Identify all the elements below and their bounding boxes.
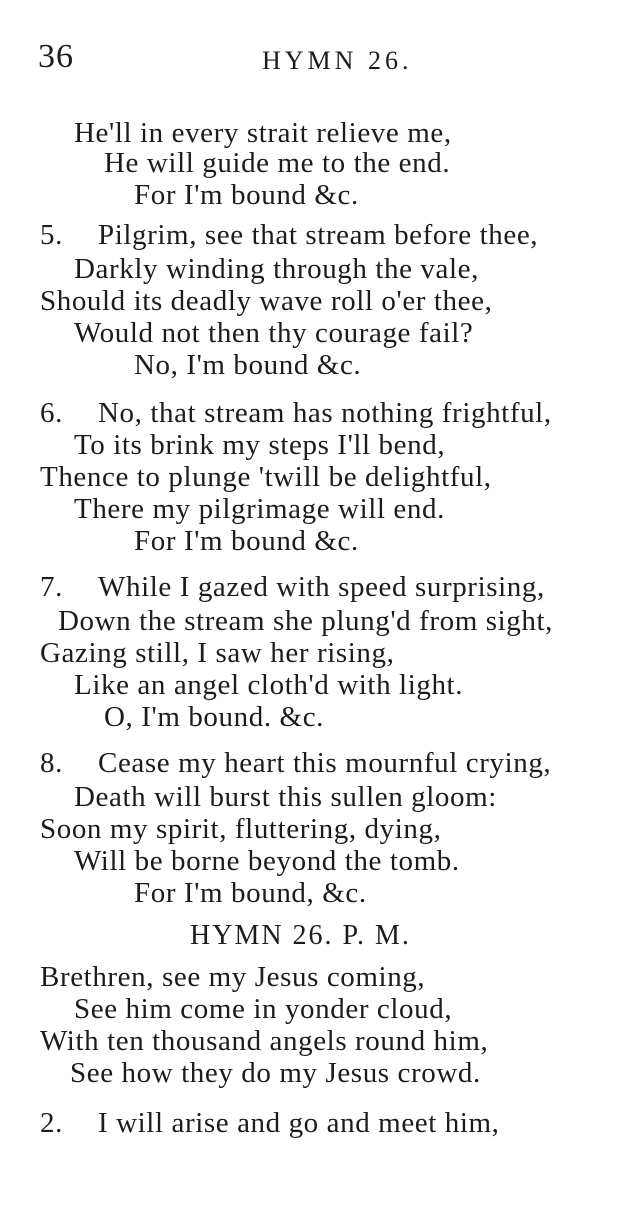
refrain-line: For I'm bound, &c. (134, 877, 367, 909)
verse-line: Should its deadly wave roll o'er thee, (40, 285, 493, 317)
verse-text: Cease my heart this mournful crying, (98, 747, 552, 779)
verse-line: To its brink my steps I'll bend, (74, 429, 446, 461)
verse-line: Darkly winding through the vale, (74, 253, 479, 285)
stanza-8-line-1 (40, 746, 551, 780)
verse-line: Soon my spirit, fluttering, dying, (40, 813, 442, 845)
hymn-title: HYMN 26. P. M. (190, 920, 411, 951)
verse-line: There my pilgrimage will end. (74, 493, 445, 525)
stanza-number: 6. (40, 397, 63, 429)
verse-line: Will be borne beyond the tomb. (74, 845, 460, 877)
verse-line: Like an angel cloth'd with light. (74, 669, 464, 701)
refrain-line: O, I'm bound. &c. (104, 701, 325, 733)
stanza-6-line-1 (40, 396, 552, 430)
verse-line: See him come in yonder cloud, (74, 993, 453, 1025)
page-number: 36 (38, 38, 74, 75)
page-header (0, 38, 640, 82)
stanza-2-line-1 (40, 1106, 500, 1140)
refrain-line: For I'm bound &c. (134, 525, 359, 557)
stanza-number: 7. (40, 571, 63, 603)
verse-line: Gazing still, I saw her rising, (40, 637, 395, 669)
running-head: HYMN 26. (262, 46, 413, 75)
stanza-5-line-1 (40, 218, 538, 252)
verse-text: Pilgrim, see that stream before thee, (98, 219, 539, 251)
verse-line: He'll in every strait relieve me, (74, 117, 452, 149)
stanza-number: 8. (40, 747, 63, 779)
verse-text: While I gazed with speed surprising, (98, 571, 545, 603)
verse-line: Death will burst this sullen gloom: (74, 781, 497, 813)
verse-line: Would not then thy courage fail? (74, 317, 474, 349)
verse-line: Down the stream she plung'd from sight, (58, 605, 553, 637)
verse-line: He will guide me to the end. (104, 147, 451, 179)
verse-text: I will arise and go and meet him, (98, 1107, 500, 1139)
refrain-line: No, I'm bound &c. (134, 349, 362, 381)
refrain-line: For I'm bound &c. (134, 179, 359, 211)
verse-line: See how they do my Jesus crowd. (70, 1057, 481, 1089)
verse-line: Brethren, see my Jesus coming, (40, 961, 426, 993)
stanza-7-line-1 (40, 570, 545, 604)
stanza-number: 5. (40, 219, 63, 251)
verse-line: Thence to plunge 'twill be delightful, (40, 461, 492, 493)
verse-text: No, that stream has nothing frightful, (98, 397, 552, 429)
stanza-number: 2. (40, 1107, 63, 1139)
verse-line: With ten thousand angels round him, (40, 1025, 489, 1057)
